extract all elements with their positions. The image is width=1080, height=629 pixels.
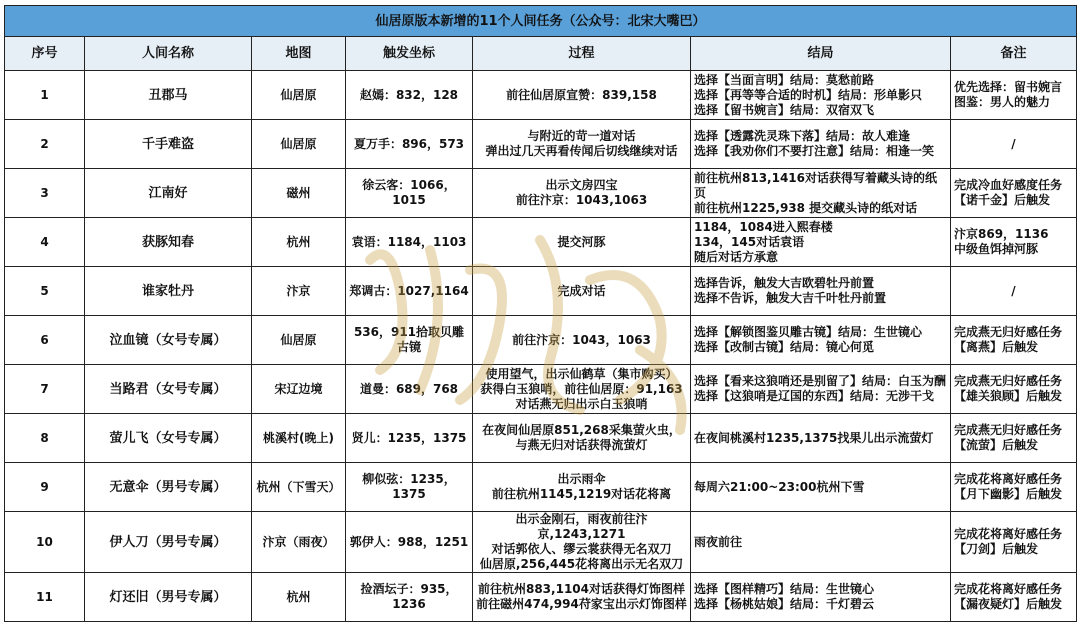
task-name: 灯还旧（男号专属） [85,573,252,622]
task-note-line: 优先选择：留书婉言 [954,80,1063,94]
task-note-line: 汴京869，1136 [954,227,1049,241]
task-note-line: 完成花将离好感任务 [954,472,1063,486]
task-note-line: 【诺千金】后触发 [954,193,1051,207]
task-ending-line: 在夜间桃溪村1235,1375找果儿出示流萤灯 [694,430,934,445]
trigger-coord: 道曼：689，768 [346,365,473,414]
task-name: 江南好 [85,169,252,218]
title-row [5,6,1077,37]
task-ending-line: 选择【改制古镜】结局：镜心何觅 [694,340,875,354]
task-process [473,463,691,512]
table-row [5,218,1077,267]
task-process [473,71,691,120]
task-note [951,267,1077,316]
task-map: 桃溪村(晚上) [252,414,346,463]
task-process [473,120,691,169]
task-map: 杭州（下雪天） [252,463,346,512]
task-map: 宋辽边境 [252,365,346,414]
row-number: 7 [5,365,85,414]
task-ending [691,512,951,573]
row-number: 3 [5,169,85,218]
task-ending [691,573,951,622]
trigger-coord: 郑调古：1027,1164 [346,267,473,316]
task-process-line: 在夜间仙居原851,268采集萤火虫， [482,423,681,437]
task-process-line: 与燕无归对话获得流萤灯 [515,438,648,452]
task-note-line: 完成燕无归好感任务 [954,325,1063,339]
task-note [951,463,1077,512]
task-map: 仙居原 [252,316,346,365]
task-process-line: 前往磁州474,994苻家宝出示灯饰图样 [476,597,687,611]
task-note [951,414,1077,463]
task-ending-line: 每周六21:00~23:00杭州下雪 [694,479,865,494]
task-ending [691,120,951,169]
task-process-line: 弹出过几天再看传闻后切线继续对话 [485,144,678,158]
task-ending [691,169,951,218]
task-map: 汴京（雨夜） [252,512,346,573]
task-process [473,512,691,573]
row-number: 5 [5,267,85,316]
task-ending-line: 选择告诉，触发大吉欧碧牡丹前置 [694,276,875,290]
trigger-coord: 赵嫣：832，128 [346,71,473,120]
task-note-line: 【流萤】后触发 [954,438,1039,452]
task-process-line: 对话燕无归出示白玉狼哨 [515,396,648,411]
task-map: 杭州 [252,218,346,267]
task-name: 泣血镜（女号专属） [85,316,252,365]
task-note-line: 完成花将离好感任务 [954,582,1063,596]
task-map: 仙居原 [252,71,346,120]
task-process [473,414,691,463]
task-ending [691,71,951,120]
task-ending [691,463,951,512]
task-note [951,169,1077,218]
table-row [5,365,1077,414]
task-ending-line: 1184，1084进入熙春楼 [694,219,833,234]
row-number: 10 [5,512,85,573]
task-note-line: 【刀剑】后触发 [954,542,1039,556]
row-number: 9 [5,463,85,512]
table-row [5,120,1077,169]
task-ending [691,316,951,365]
task-name: 获豚知春 [85,218,252,267]
task-process-line: 与附近的苛一道对话 [527,129,636,143]
task-process [473,316,691,365]
task-process-line: 前往杭州883,1104对话获得灯饰图样 [477,582,685,596]
task-process-line: 提交河豚 [557,234,606,249]
task-ending-line: 随后对话方承意 [694,249,779,264]
task-process-line: 前往汴京：1043，1063 [512,332,651,347]
trigger-coord: 夏万手：896，573 [346,120,473,169]
task-ending-line: 选择【我劝你们不要打注意】结局：相逢一笑 [694,144,935,158]
trigger-coord: 徐云客：1066，1015 [346,169,473,218]
task-map: 仙居原 [252,120,346,169]
task-note-line: / [1011,283,1016,298]
header-name: 人间名称 [85,37,252,71]
task-name: 丑郡马 [85,71,252,120]
task-process [473,218,691,267]
task-ending [691,267,951,316]
task-note [951,573,1077,622]
trigger-coord: 536，911拾取贝雕古镜 [346,316,473,365]
task-process-line: 前往仙居原宣赞：839,158 [506,87,657,102]
table-row [5,512,1077,573]
row-number: 1 [5,71,85,120]
trigger-coord: 柳似弦：1235，1375 [346,463,473,512]
task-ending-line: 选择【看来这狼哨还是别留了】结局：白玉为酬 [694,374,947,388]
task-name: 无意伞（男号专属） [85,463,252,512]
row-number: 4 [5,218,85,267]
task-name: 当路君（女号专属） [85,365,252,414]
table-row [5,267,1077,316]
task-map: 汴京 [252,267,346,316]
table-row [5,573,1077,622]
task-note-line: 【雄关狼顾】后触发 [954,389,1063,403]
task-ending-line: 选择【留书婉言】结局：双宿双飞 [694,102,875,117]
task-name: 伊人刀（男号专属） [85,512,252,573]
header-coord: 触发坐标 [346,37,473,71]
task-ending-line: 前往杭州1225,938 提交藏头诗的纸对话 [694,200,918,215]
table-row [5,71,1077,120]
table-row [5,463,1077,512]
task-note-line: 完成冷血好感度任务 [954,178,1063,192]
task-name: 萤儿飞（女号专属） [85,414,252,463]
task-name: 千手难盗 [85,120,252,169]
header-note: 备注 [951,37,1077,71]
task-note [951,218,1077,267]
task-process [473,365,691,414]
task-ending-line: 选择【这狼哨是辽国的东西】结局：无涉干戈 [694,389,935,403]
task-process-line: 对话郭依人、缪云裳获得无名双刀 [491,542,672,556]
header-map: 地图 [252,37,346,71]
row-number: 2 [5,120,85,169]
task-name: 谁家牡丹 [85,267,252,316]
task-ending-line: 选择【杨桃姑娘】结局：千灯碧云 [694,597,875,611]
task-note [951,365,1077,414]
task-process-line: 前往汴京：1043,1063 [515,193,648,207]
task-note-line: 完成花将离好感任务 [954,527,1063,541]
task-process-line: 仙居原,256,445花将离出示无名双刀 [479,557,684,571]
task-ending-line: 选择【透露洗灵珠下落】结局：故人难逢 [694,129,911,143]
row-number: 8 [5,414,85,463]
task-note-line: 【月下幽影】后触发 [954,487,1063,501]
task-process-line: 出示雨伞 [557,472,606,486]
task-process [473,267,691,316]
header-ending: 结局 [691,37,951,71]
task-table [4,5,1077,622]
task-note-line: 完成燕无归好感任务 [954,423,1063,437]
task-note-line: 中级鱼饵掉河豚 [954,242,1039,256]
table-row [5,169,1077,218]
task-process-line: 出示金刚石，雨夜前往汴京,1243,1271 [515,512,648,541]
task-ending-line: 选择【再等等合适的时机】结局：形单影只 [694,87,923,102]
task-map: 磁州 [252,169,346,218]
row-number: 11 [5,573,85,622]
task-ending-line: 前往杭州813,1416对话获得写着藏头诗的纸页 [694,170,938,200]
row-number: 6 [5,316,85,365]
task-ending-line: 选择【图样精巧】结局：生世镜心 [694,582,875,596]
header-no: 序号 [5,37,85,71]
task-ending-line: 选择【解锁图鉴贝雕古镜】结局：生世镜心 [694,325,923,339]
task-ending-line: 雨夜前往 [694,534,743,549]
table-row [5,316,1077,365]
trigger-coord: 捡酒坛子：935，1236 [346,573,473,622]
trigger-coord: 郭伊人：988，1251 [346,512,473,573]
trigger-coord: 袁语：1184，1103 [346,218,473,267]
task-note [951,512,1077,573]
table-title: 仙居原版本新增的11个人间任务（公众号：北宋大嘴巴） [5,6,1077,37]
task-ending-line: 选择【当面言明】结局：莫愁前路 [694,72,875,87]
task-ending [691,218,951,267]
table-body [5,71,1077,622]
task-note [951,120,1077,169]
task-process-line: 使用望气，出示仙鹤草（集市购买） [485,366,678,381]
task-process [473,573,691,622]
task-process-line: 获得白玉狼哨，前往仙居原：91,163 [480,381,683,396]
task-ending [691,414,951,463]
task-map: 杭州 [252,573,346,622]
trigger-coord: 贤儿：1235，1375 [346,414,473,463]
table-row [5,414,1077,463]
header-row [5,37,1077,71]
task-note [951,316,1077,365]
task-ending [691,365,951,414]
task-process-line: 完成对话 [557,283,606,298]
task-note-line: 【离燕】后触发 [954,340,1039,354]
header-process: 过程 [473,37,691,71]
task-note-line: 完成燕无归好感任务 [954,374,1063,388]
task-note [951,71,1077,120]
task-note-line: / [1011,136,1016,151]
task-ending-line: 选择不告诉，触发大吉千叶牡丹前置 [694,291,887,305]
task-ending-line: 134，145对话袁语 [694,234,805,249]
task-process [473,169,691,218]
task-process-line: 前往杭州1145,1219对话花将离 [491,487,672,501]
task-process-line: 出示文房四宝 [545,178,618,192]
task-note-line: 【漏夜疑灯】后触发 [954,597,1063,611]
task-note-line: 图鉴：男人的魅力 [954,95,1051,109]
